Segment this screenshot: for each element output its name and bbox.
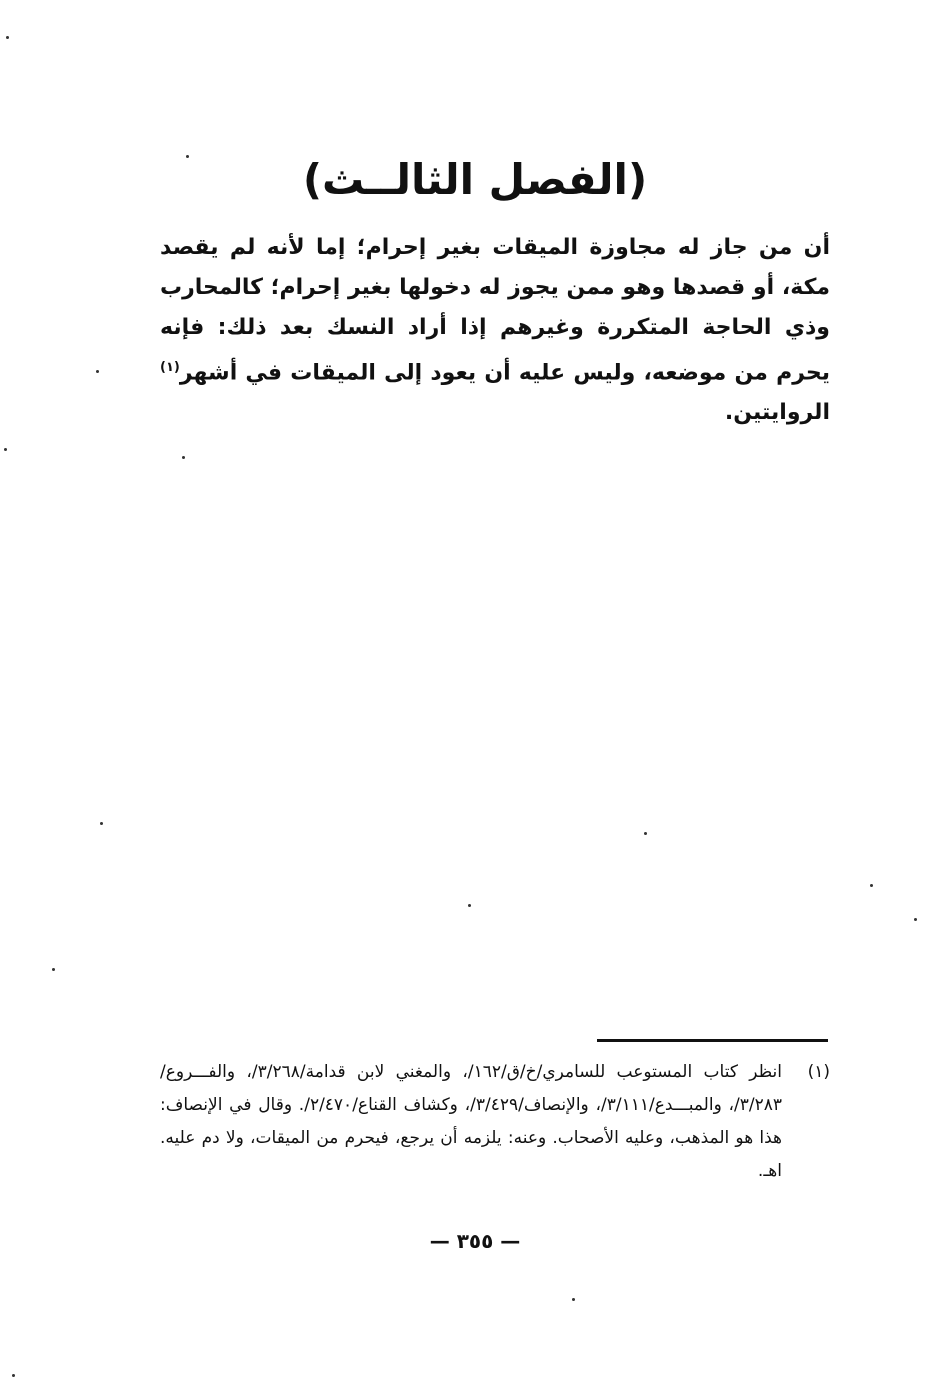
scan-speck — [572, 1298, 575, 1301]
scan-speck — [644, 832, 647, 835]
footnote-divider — [597, 1039, 828, 1042]
scan-speck — [4, 448, 7, 451]
chapter-title: (الفصل الثالــث) — [302, 155, 648, 204]
footnote-reference[interactable]: (١) — [160, 360, 180, 375]
scan-speck — [6, 36, 9, 39]
scan-speck — [12, 1374, 15, 1377]
footnote-text: انظر كتاب المستوعب للسامري/خ/ق/١٦٢/، والمغني لابن قدامة/٣/٢٦٨/، والفـــروع/٣/٢٨٣/، والمبـــدع/٣/١١١/، والإنصاف/٣/٤٢٩/، وكشاف القناع/٢/٤٧٠/. وقال في الإنصاف: هذا هو المذهب، وعليه الأصحاب. وعنه: يلزمه أن يرجع، فيحرم من الميقات، ولا دم عليه. اهـ. — [160, 1062, 783, 1181]
scan-speck — [96, 370, 99, 373]
page-number: — ٣٥٥ — — [429, 1229, 521, 1253]
scan-speck — [914, 918, 917, 921]
body-text-main: أن من جاز له مجاوزة الميقات بغير إحرام؛ إما لأنه لم يقصد مكة، أو قصدها وهو ممن يجوز له دخولها بغير إحرام؛ كالمحارب وذي الحاجة المتكررة وغيرهم إذا أراد النسك بعد ذلك: فإنه يحرم من موضعه، وليس عليه أن يعود إلى الميقات في أشهر — [160, 235, 830, 386]
footnote — [160, 1056, 830, 1188]
scan-speck — [468, 904, 471, 907]
scan-speck — [182, 456, 185, 459]
body-paragraph — [160, 228, 830, 433]
footnote-number: (١) — [807, 1062, 830, 1082]
scan-speck — [100, 822, 103, 825]
scan-speck — [870, 884, 873, 887]
body-text-end: الروايتين. — [724, 400, 830, 426]
scan-speck — [52, 968, 55, 971]
